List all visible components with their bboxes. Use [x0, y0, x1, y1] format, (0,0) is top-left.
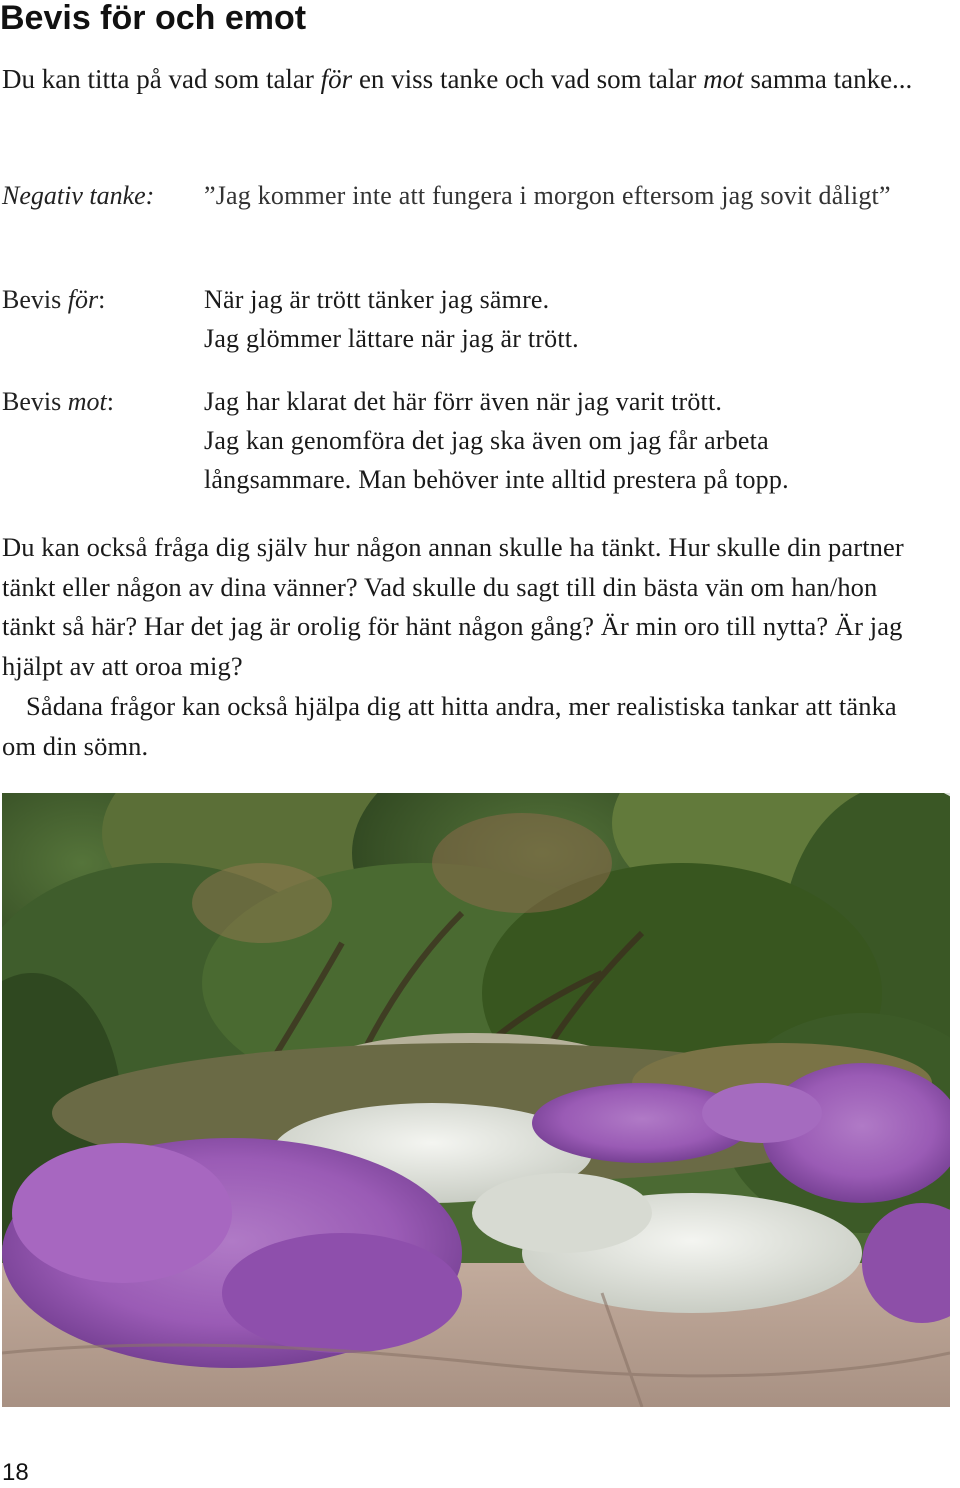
evidence-for-label	[2, 280, 105, 319]
intro-emphasis: mot	[703, 64, 744, 94]
nature-photo	[2, 793, 950, 1407]
evidence-for-label-prefix: Bevis	[2, 285, 68, 314]
intro-run: samma tanke...	[743, 64, 913, 94]
evidence-for-label-suffix: :	[98, 285, 106, 314]
evidence-against-label-italic: mot	[67, 387, 107, 416]
summary-paragraph: Sådana frågor kan också hjälpa dig att hitta andra, mer realistiska tankar att tänka om din sömn.	[2, 691, 897, 761]
intro-emphasis: för	[320, 64, 353, 94]
evidence-for-line-1: När jag är trött tänker jag sämre.	[204, 285, 550, 314]
evidence-against-line-2: Jag kan genomföra det jag ska även om jag får arbeta långsammare. Man behöver inte alltid prestera på topp.	[204, 426, 789, 494]
evidence-against-label-suffix: :	[106, 387, 114, 416]
intro-run: Du kan titta på vad som talar	[2, 64, 321, 94]
evidence-for-label-italic: för	[67, 285, 99, 314]
negative-thought-label-text: Negativ tanke:	[2, 181, 155, 210]
evidence-against-line-1: Jag har klarat det här förr även när jag varit trött.	[204, 387, 723, 416]
intro-paragraph	[2, 60, 932, 99]
page-number: 18	[2, 1459, 29, 1486]
evidence-against-text	[204, 382, 874, 499]
page-title: Bevis för och emot	[0, 0, 307, 37]
evidence-against-label	[2, 382, 114, 421]
reflection-paragraph: Du kan också fråga dig själv hur någon annan skulle ha tänkt. Hur skulle din partner tänkt eller någon av dina vänner? Vad skulle du sagt till din bästa vän om han/hon tänkt så här? Har det jag är orolig för hänt någon gång? Är min oro till nytta? Är jag hjälpt av att oroa mig?	[2, 532, 904, 681]
intro-run: en viss tanke och vad som talar	[352, 64, 704, 94]
negative-thought-label	[2, 176, 154, 215]
evidence-for-text	[204, 280, 924, 358]
evidence-for-line-2: Jag glömmer lättare när jag är trött.	[204, 324, 579, 353]
negative-thought-text: ”Jag kommer inte att fungera i morgon eftersom jag sovit dåligt”	[204, 181, 891, 210]
evidence-against-label-prefix: Bevis	[2, 387, 68, 416]
